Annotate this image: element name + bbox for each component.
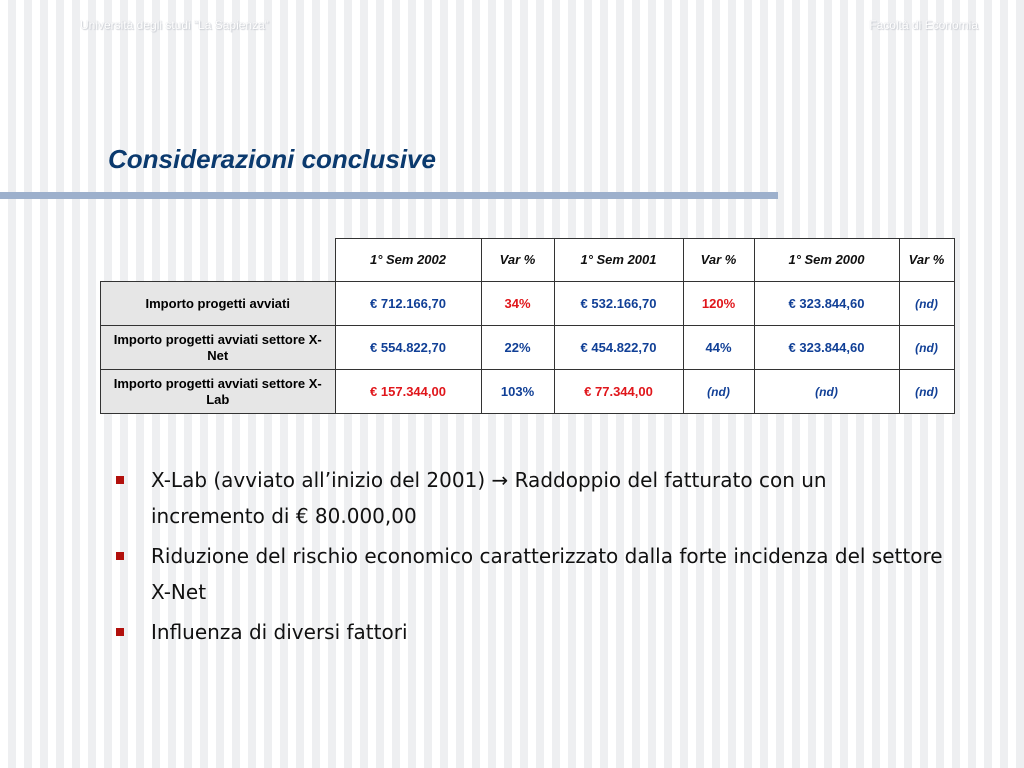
bullet-text: X-Lab (avviato all’inizio del 2001) → Raddoppio del fatturato con un incremento di € 80.000,00 (151, 468, 827, 528)
table-cell: 103% (481, 370, 554, 414)
table-row (101, 282, 955, 326)
list-item (116, 614, 946, 650)
table-cell: (nd) (899, 370, 954, 414)
table-cell: 44% (683, 326, 754, 370)
table-row (101, 370, 955, 414)
square-bullet-icon (116, 476, 124, 484)
row-label: Importo progetti avviati settore X-Lab (101, 370, 336, 414)
table-cell: € 323.844,60 (754, 282, 899, 326)
table-cell: € 323.844,60 (754, 326, 899, 370)
bullet-text: Influenza di diversi fattori (151, 620, 408, 644)
table-cell: 22% (481, 326, 554, 370)
table-cell: (nd) (899, 326, 954, 370)
table-cell: € 77.344,00 (554, 370, 683, 414)
header-sem-2000: 1° Sem 2000 (754, 239, 899, 282)
header-var-2002: Var % (481, 239, 554, 282)
slide-title: Considerazioni conclusive (108, 144, 436, 174)
list-item (116, 538, 946, 610)
table-row (101, 326, 955, 370)
square-bullet-icon (116, 628, 124, 636)
table-cell: (nd) (754, 370, 899, 414)
header-faculty: Facoltà di Economia (869, 18, 978, 32)
bullet-text: Riduzione del rischio economico caratterizzato dalla forte incidenza del settore X-Net (151, 544, 943, 604)
table-cell: (nd) (899, 282, 954, 326)
list-item (116, 462, 946, 534)
row-label: Importo progetti avviati settore X-Net (101, 326, 336, 370)
header-sem-2001: 1° Sem 2001 (554, 239, 683, 282)
square-bullet-icon (116, 552, 124, 560)
table-cell: (nd) (683, 370, 754, 414)
table-cell: € 454.822,70 (554, 326, 683, 370)
header-sem-2002: 1° Sem 2002 (335, 239, 481, 282)
comparison-table (100, 238, 955, 414)
header-var-2001: Var % (683, 239, 754, 282)
bullet-list (116, 462, 946, 654)
row-label: Importo progetti avviati (101, 282, 336, 326)
table-cell: € 712.166,70 (335, 282, 481, 326)
table-cell: € 532.166,70 (554, 282, 683, 326)
table-corner (101, 239, 336, 282)
table-cell: € 554.822,70 (335, 326, 481, 370)
table-cell: € 157.344,00 (335, 370, 481, 414)
title-divider (0, 192, 778, 199)
header-var-2000: Var % (899, 239, 954, 282)
table-cell: 34% (481, 282, 554, 326)
header-university: Università degli studi “La Sapienza” (80, 18, 269, 32)
table-header-row (101, 239, 955, 282)
table-cell: 120% (683, 282, 754, 326)
